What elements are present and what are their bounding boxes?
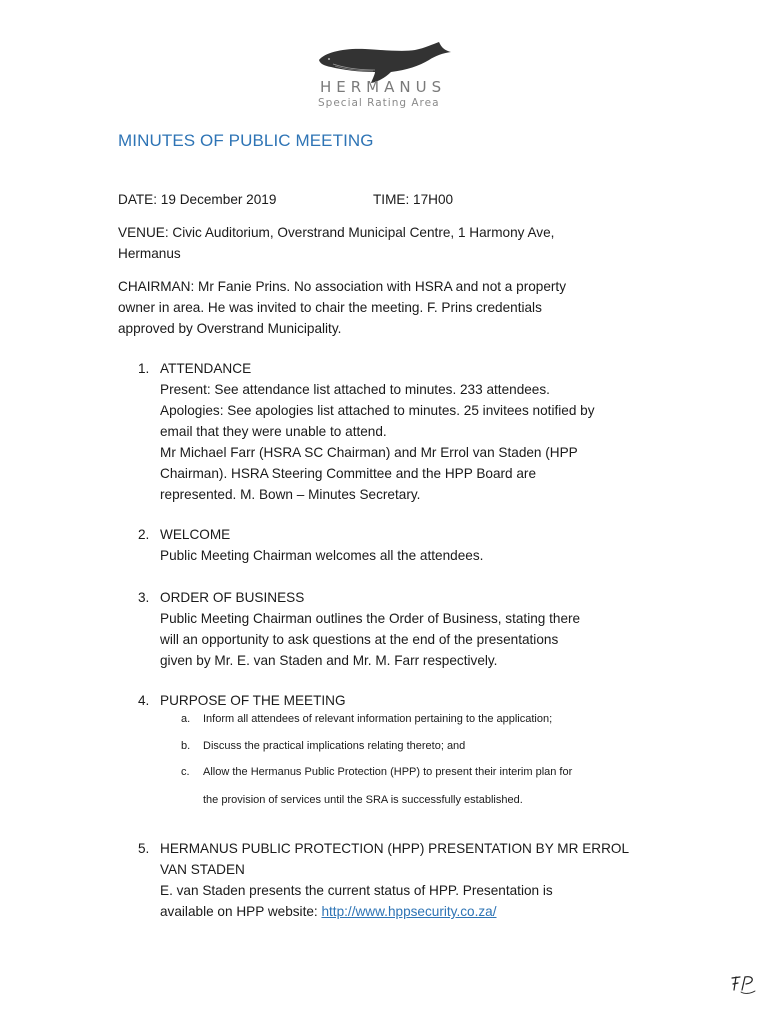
- item-heading: HERMANUS PUBLIC PROTECTION (HPP) PRESENTATION BY MR ERROL: [160, 841, 630, 856]
- sub-item-letter: b.: [181, 740, 191, 752]
- logo-subtitle: Special Rating Area: [318, 97, 440, 109]
- item-heading: PURPOSE OF THE MEETING: [160, 693, 346, 708]
- item-heading: WELCOME: [160, 527, 231, 542]
- meeting-time: TIME: 17H00: [373, 192, 454, 207]
- venue: [118, 222, 658, 264]
- item-line: E. van Staden presents the current status of HPP. Presentation is: [160, 883, 553, 898]
- item-heading: ATTENDANCE: [160, 361, 252, 376]
- sub-item-text: Inform all attendees of relevant information pertaining to the application;: [203, 713, 553, 725]
- hpp-website-link[interactable]: http://www.hppsecurity.co.za/: [321, 904, 497, 919]
- chairman-line: owner in area. He was invited to chair the meeting. F. Prins credentials: [118, 300, 542, 315]
- meeting-date: DATE: 19 December 2019: [118, 192, 277, 207]
- sub-item-letter: c.: [181, 766, 190, 778]
- venue-line: Hermanus: [118, 246, 181, 261]
- item-line: Public Meeting Chairman outlines the Order of Business, stating there: [160, 611, 581, 626]
- agenda-item-order-of-business: [138, 587, 658, 671]
- page-title: MINUTES OF PUBLIC MEETING: [118, 131, 374, 150]
- agenda-item-purpose: [138, 690, 658, 711]
- item-line: represented. M. Bown – Minutes Secretary.: [160, 487, 421, 502]
- venue-line: VENUE: Civic Auditorium, Overstrand Municipal Centre, 1 Harmony Ave,: [118, 225, 555, 240]
- item-heading: ORDER OF BUSINESS: [160, 590, 305, 605]
- item-line: Apologies: See apologies list attached to minutes. 25 invitees notified by: [160, 403, 595, 418]
- item-line: email that they were unable to attend.: [160, 424, 387, 439]
- item-line: Mr Michael Farr (HSRA SC Chairman) and Mr Errol van Staden (HPP: [160, 445, 578, 460]
- chairman-line: approved by Overstrand Municipality.: [118, 321, 342, 336]
- item-line: Public Meeting Chairman welcomes all the attendees.: [160, 548, 484, 563]
- item-line: will an opportunity to ask questions at the end of the presentations: [160, 632, 559, 647]
- item-heading: VAN STADEN: [160, 862, 245, 877]
- agenda-item-attendance: [138, 358, 658, 505]
- sub-item-text: Discuss the practical implications relating thereto; and: [203, 740, 466, 752]
- link-prefix: available on HPP website:: [160, 904, 322, 919]
- item-number: 1.: [138, 361, 150, 376]
- item-line: [160, 901, 658, 922]
- sub-item-letter: a.: [181, 713, 191, 725]
- sub-item-text: Allow the Hermanus Public Protection (HPP) to present their interim plan for: [203, 766, 573, 778]
- item-number: 2.: [138, 527, 150, 542]
- item-number: 4.: [138, 693, 150, 708]
- agenda-item-hpp-presentation: [138, 838, 658, 922]
- item-number: 3.: [138, 590, 150, 605]
- sub-item-text: the provision of services until the SRA is successfully established.: [203, 794, 523, 806]
- logo-brand: HERMANUS: [320, 78, 447, 96]
- item-line: Chairman). HSRA Steering Committee and the HPP Board are: [160, 466, 537, 481]
- logo: [315, 40, 455, 114]
- signature-initials: [728, 972, 758, 998]
- item-line: Present: See attendance list attached to minutes. 233 attendees.: [160, 382, 550, 397]
- chairman: [118, 276, 658, 339]
- chairman-line: CHAIRMAN: Mr Fanie Prins. No association with HSRA and not a property: [118, 279, 567, 294]
- item-number: 5.: [138, 841, 150, 856]
- signature-icon: [728, 972, 758, 998]
- agenda-item-welcome: [138, 524, 658, 566]
- item-line: given by Mr. E. van Staden and Mr. M. Farr respectively.: [160, 653, 498, 668]
